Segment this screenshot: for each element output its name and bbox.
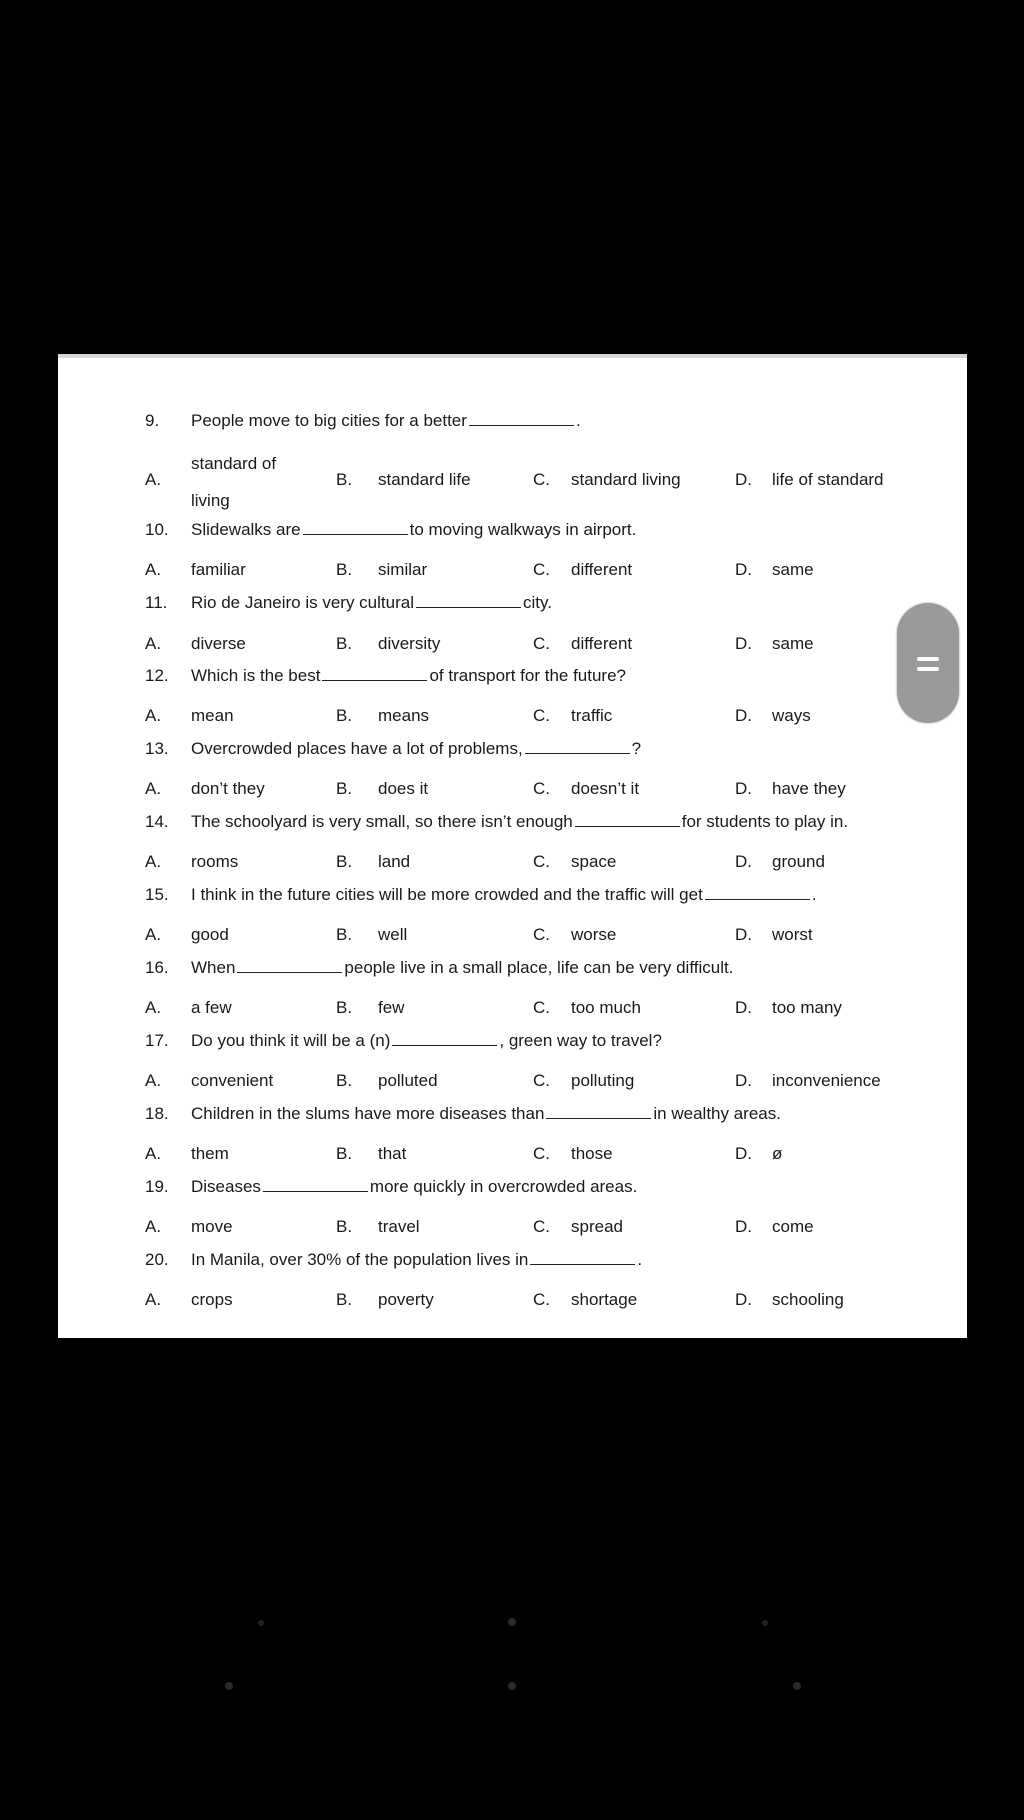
- options-row: [58, 553, 967, 587]
- option-label-b: B.: [336, 1217, 353, 1236]
- option-label-a: A.: [145, 998, 162, 1017]
- options-row: [58, 772, 967, 806]
- question-text-part: Rio de Janeiro is very cultural: [191, 593, 414, 612]
- option-label-d: D.: [735, 1144, 752, 1163]
- option-d[interactable]: inconvenience: [772, 1071, 881, 1090]
- option-a-line: standard of: [191, 454, 277, 473]
- question-text-part: city.: [522, 593, 552, 612]
- option-label-d: D.: [735, 706, 752, 725]
- options-row: [58, 918, 967, 952]
- question-text: [191, 1243, 642, 1277]
- option-d[interactable]: come: [772, 1217, 814, 1236]
- option-label-d: D.: [735, 560, 752, 579]
- decorative-dot: [508, 1618, 516, 1626]
- question-row: [58, 951, 967, 985]
- question-row: [58, 1097, 967, 1131]
- question-text-part: I think in the future cities will be more crowded and the traffic will get: [191, 885, 703, 904]
- option-b[interactable]: similar: [378, 560, 428, 579]
- option-label-a: A.: [145, 560, 162, 579]
- option-b[interactable]: poverty: [378, 1290, 434, 1309]
- question-number: 13.: [145, 739, 169, 758]
- option-d[interactable]: ground: [772, 852, 825, 871]
- question-text-part: .: [637, 1250, 643, 1269]
- question-row: [58, 805, 967, 839]
- question-text-part: The schoolyard is very small, so there isn’t enough: [191, 812, 573, 831]
- option-label-d: D.: [735, 1071, 752, 1090]
- question-text-part: In Manila, over 30% of the population lives in: [191, 1250, 529, 1269]
- option-label-d: D.: [735, 1290, 752, 1309]
- option-label-b: B.: [336, 470, 353, 489]
- question-number: 10.: [145, 520, 169, 539]
- options-row: [58, 627, 967, 661]
- option-a[interactable]: mean: [191, 706, 234, 725]
- question-text-part: more quickly in overcrowded areas.: [369, 1177, 638, 1196]
- question-text: [191, 805, 848, 839]
- question-text-part: Children in the slums have more diseases than: [191, 1104, 545, 1123]
- options-row: [58, 991, 967, 1025]
- question-number: 17.: [145, 1031, 169, 1050]
- option-b[interactable]: diversity: [378, 634, 441, 653]
- answer-blank: [469, 407, 574, 426]
- option-d[interactable]: worst: [772, 925, 813, 944]
- question-text: [191, 404, 581, 438]
- option-c[interactable]: those: [571, 1144, 613, 1163]
- answer-blank: [530, 1246, 635, 1265]
- option-label-c: C.: [533, 634, 550, 653]
- question-text: [191, 513, 636, 547]
- option-a[interactable]: move: [191, 1217, 233, 1236]
- question-text-part: to moving walkways in airport.: [409, 520, 637, 539]
- option-c[interactable]: polluting: [571, 1071, 635, 1090]
- options-row: [58, 454, 967, 510]
- option-b[interactable]: does it: [378, 779, 429, 798]
- decorative-dot: [508, 1682, 516, 1690]
- option-label-a: A.: [145, 1290, 162, 1309]
- options-row: [58, 845, 967, 879]
- answer-blank: [416, 589, 521, 608]
- option-label-b: B.: [336, 779, 353, 798]
- option-a[interactable]: a few: [191, 998, 232, 1017]
- option-label-c: C.: [533, 779, 550, 798]
- option-c[interactable]: different: [571, 634, 633, 653]
- option-label-c: C.: [533, 1144, 550, 1163]
- option-label-b: B.: [336, 925, 353, 944]
- option-label-b: B.: [336, 1071, 353, 1090]
- question-text: [191, 586, 552, 620]
- option-label-b: B.: [336, 1290, 353, 1309]
- question-text: [191, 1170, 637, 1204]
- option-label-c: C.: [533, 925, 550, 944]
- answer-blank: [263, 1173, 368, 1192]
- option-c[interactable]: too much: [571, 998, 641, 1017]
- option-a[interactable]: crops: [191, 1290, 233, 1309]
- question-text-part: in wealthy areas.: [653, 1104, 781, 1123]
- option-label-b: B.: [336, 1144, 353, 1163]
- option-c[interactable]: space: [571, 852, 617, 871]
- option-label-a: A.: [145, 1217, 162, 1236]
- option-c[interactable]: different: [571, 560, 633, 579]
- question-text-part: Do you think it will be a (n): [191, 1031, 391, 1050]
- question-number: 18.: [145, 1104, 169, 1123]
- option-d[interactable]: life of standard: [772, 470, 884, 489]
- option-d[interactable]: ø: [772, 1144, 783, 1163]
- question-row: [58, 659, 967, 693]
- option-label-d: D.: [735, 925, 752, 944]
- grip-line-icon: [917, 657, 939, 661]
- option-c[interactable]: standard living: [571, 470, 681, 489]
- option-c[interactable]: shortage: [571, 1290, 638, 1309]
- question-text-part: .: [811, 885, 817, 904]
- option-a[interactable]: don’t they: [191, 779, 265, 798]
- question-row: [58, 1170, 967, 1204]
- option-b[interactable]: polluted: [378, 1071, 438, 1090]
- question-text-part: , green way to travel?: [499, 1031, 662, 1050]
- option-label-b: B.: [336, 706, 353, 725]
- question-number: 19.: [145, 1177, 169, 1196]
- options-row: [58, 1283, 967, 1317]
- decorative-dot: [225, 1682, 233, 1690]
- question-row: [58, 404, 967, 438]
- option-d[interactable]: same: [772, 560, 814, 579]
- option-b[interactable]: standard life: [378, 470, 471, 489]
- question-text-part: Overcrowded places have a lot of problems,: [191, 739, 523, 758]
- question-text: [191, 951, 733, 985]
- option-label-d: D.: [735, 998, 752, 1017]
- answer-blank: [575, 808, 680, 827]
- option-label-c: C.: [533, 560, 550, 579]
- question-text: [191, 878, 817, 912]
- answer-blank: [546, 1100, 651, 1119]
- option-d[interactable]: have they: [772, 779, 846, 798]
- question-row: [58, 878, 967, 912]
- option-d[interactable]: ways: [772, 706, 811, 725]
- option-label-c: C.: [533, 706, 550, 725]
- option-d[interactable]: same: [772, 634, 814, 653]
- question-number: 15.: [145, 885, 169, 904]
- question-number: 9.: [145, 411, 160, 430]
- option-label-b: B.: [336, 634, 353, 653]
- option-label-c: C.: [533, 470, 550, 489]
- option-label-a: A.: [145, 852, 162, 871]
- option-a[interactable]: [191, 445, 276, 519]
- option-label-a: A.: [145, 1071, 162, 1090]
- grip-line-icon: [917, 667, 939, 671]
- option-b[interactable]: land: [378, 852, 411, 871]
- option-label-b: B.: [336, 998, 353, 1017]
- option-b[interactable]: few: [378, 998, 405, 1017]
- option-label-d: D.: [735, 634, 752, 653]
- question-text: [191, 659, 626, 693]
- option-a[interactable]: familiar: [191, 560, 246, 579]
- decorative-dot: [258, 1620, 264, 1626]
- options-row: [58, 1064, 967, 1098]
- answer-blank: [392, 1027, 497, 1046]
- question-text-part: People move to big cities for a better: [191, 411, 467, 430]
- question-text: [191, 1097, 781, 1131]
- option-c[interactable]: spread: [571, 1217, 623, 1236]
- option-b[interactable]: that: [378, 1144, 407, 1163]
- option-label-a: A.: [145, 634, 162, 653]
- option-label-a: A.: [145, 779, 162, 798]
- question-row: [58, 513, 967, 547]
- option-a[interactable]: rooms: [191, 852, 239, 871]
- question-number: 20.: [145, 1250, 169, 1269]
- question-text-part: Diseases: [191, 1177, 261, 1196]
- option-a[interactable]: diverse: [191, 634, 246, 653]
- answer-blank: [525, 735, 630, 754]
- option-label-c: C.: [533, 1290, 550, 1309]
- question-row: [58, 1243, 967, 1277]
- option-a[interactable]: good: [191, 925, 229, 944]
- question-number: 12.: [145, 666, 169, 685]
- answer-blank: [322, 662, 427, 681]
- question-text-part: .: [575, 411, 581, 430]
- question-row: [58, 732, 967, 766]
- option-a[interactable]: convenient: [191, 1071, 274, 1090]
- option-label-d: D.: [735, 1217, 752, 1236]
- option-label-c: C.: [533, 1071, 550, 1090]
- question-text-part: Slidewalks are: [191, 520, 301, 539]
- option-label-a: A.: [145, 470, 162, 489]
- option-label-c: C.: [533, 852, 550, 871]
- answer-blank: [303, 516, 408, 535]
- option-label-d: D.: [735, 779, 752, 798]
- decorative-dot: [793, 1682, 801, 1690]
- option-a[interactable]: them: [191, 1144, 229, 1163]
- option-b[interactable]: well: [378, 925, 408, 944]
- decorative-dot: [762, 1620, 768, 1626]
- option-b[interactable]: means: [378, 706, 430, 725]
- options-row: [58, 1137, 967, 1171]
- question-text-part: of transport for the future?: [429, 666, 627, 685]
- worksheet-page: [58, 354, 967, 1338]
- option-a-line: living: [191, 491, 230, 510]
- question-text-part: people live in a small place, life can be very difficult.: [344, 958, 734, 977]
- answer-blank: [705, 881, 810, 900]
- question-text: [191, 732, 641, 766]
- question-number: 14.: [145, 812, 169, 831]
- option-d[interactable]: schooling: [772, 1290, 844, 1309]
- question-text-part: for students to play in.: [681, 812, 849, 831]
- question-row: [58, 586, 967, 620]
- question-text-part: When: [191, 958, 236, 977]
- option-label-d: D.: [735, 470, 752, 489]
- options-row: [58, 1210, 967, 1244]
- option-label-a: A.: [145, 925, 162, 944]
- question-row: [58, 1024, 967, 1058]
- scroll-handle[interactable]: [897, 603, 959, 723]
- question-text: [191, 1024, 662, 1058]
- option-label-a: A.: [145, 1144, 162, 1163]
- answer-blank: [237, 954, 342, 973]
- option-label-c: C.: [533, 1217, 550, 1236]
- question-text-part: Which is the best: [191, 666, 321, 685]
- option-c[interactable]: traffic: [571, 706, 613, 725]
- question-number: 16.: [145, 958, 169, 977]
- question-text-part: ?: [631, 739, 642, 758]
- options-row: [58, 699, 967, 733]
- option-b[interactable]: travel: [378, 1217, 420, 1236]
- option-c[interactable]: worse: [571, 925, 617, 944]
- option-label-d: D.: [735, 852, 752, 871]
- option-d[interactable]: too many: [772, 998, 842, 1017]
- question-number: 11.: [145, 593, 168, 612]
- option-label-a: A.: [145, 706, 162, 725]
- option-c[interactable]: doesn’t it: [571, 779, 640, 798]
- option-label-b: B.: [336, 852, 353, 871]
- option-label-b: B.: [336, 560, 353, 579]
- option-label-c: C.: [533, 998, 550, 1017]
